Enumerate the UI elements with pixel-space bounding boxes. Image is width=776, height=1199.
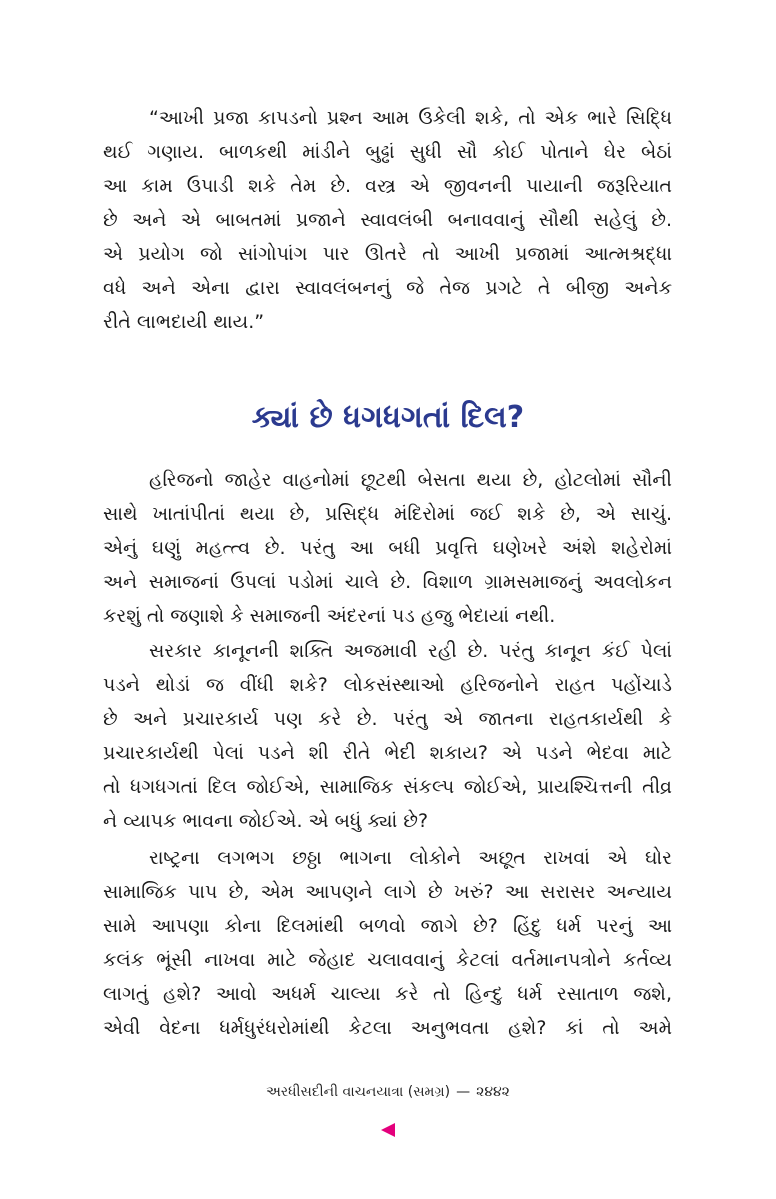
text-line: કલંક ભૂંસી નાખવા માટે જેહાદ ચલાવવાનું કેટલાં વર્તમાનપત્રોને કર્તવ્ય [103,949,672,971]
body-paragraph-1 [103,463,672,633]
text-line: પ્રચારકાર્યથી પેલાં પડને શી રીતે ભેદી શકાય? એ પડને ભેદવા માટે [103,742,672,764]
text-line: રાષ્ટ્રના લગભગ છઠ્ઠા ભાગના લોકોને અછૂત રાખવાં એ ઘોર [149,847,672,869]
text-line: રીતે લાભદાયી થાય.” [103,311,265,333]
text-line: હરિજનો જાહેર વાહનોમાં છૂટથી બેસતા થયા છે, હોટલોમાં સૌની [149,469,672,491]
text-line: પડને થોડાં જ વીંધી શકે? લોકસંસ્થાઓ હરિજનોને રાહત પહોંચાડે [103,674,672,696]
text-line: અને સમાજનાં ઉપલાં પડોમાં ચાલે છે. વિશાળ ગ્રામસમાજનું અવલોકન [103,571,672,593]
page-number: ૨૪૪૨ [476,1084,510,1100]
text-line: થઈ ગણાય. બાળકથી માંડીને બુઢ્ઢાં સુધી સૌ કોઈ પોતાને ઘેર બેઠાં [103,141,672,163]
quote-paragraph [103,101,672,339]
text-line: એવી વેદના ધર્મધુરંધરોમાંથી કેટલા અનુભવતા હશે? કાં તો અમે [103,1017,672,1039]
body-paragraph-3 [103,841,672,1045]
text-line: કરશું તો જણાશે કે સમાજની અંદરનાં પડ હજુ ભેદાયાં નથી. [103,605,556,627]
text-line: “આખી પ્રજા કાપડનો પ્રશ્ન આમ ઉકેલી શકે, તો એક ભારે સિદ્ધિ [149,107,672,129]
text-line: તો ધગધગતાં દિલ જોઈએ, સામાજિક સંકલ્પ જોઈએ, પ્રાયશ્ચિત્તની તીવ્ર [103,776,672,798]
text-line: છે અને પ્રચારકાર્ય પણ કરે છે. પરંતુ એ જાતના રાહતકાર્યથી કે [103,708,672,730]
text-line: એનું ઘણું મહત્ત્વ છે. પરંતુ આ બધી પ્રવૃત્તિ ઘણેખરે અંશે શહેરોમાં [103,537,672,559]
text-line: વધે અને એના દ્વારા સ્વાવલંબનનું જે તેજ પ્રગટે તે બીજી અનેક [103,277,672,299]
previous-page-icon[interactable] [381,1123,395,1137]
text-line: છે અને એ બાબતમાં પ્રજાને સ્વાવલંબી બનાવવાનું સૌથી સહેલું છે. [103,209,672,231]
text-line: સરકાર કાનૂનની શક્તિ અજમાવી રહી છે. પરંતુ કાનૂન કંઈ પેલાં [149,640,672,662]
text-line: આ કામ ઉપાડી શકે તેમ છે. વસ્ત્ર એ જીવનની પાયાની જરૂરિયાત [103,175,672,197]
body-paragraph-2 [103,634,672,838]
text-line: સામે આપણા કોના દિલમાંથી બળવો જાગે છે? હિંદુ ધર્મ પરનું આ [103,915,672,937]
text-line: ને વ્યાપક ભાવના જોઈએ. એ બધું ક્યાં છે? [103,810,429,832]
section-heading: ક્યાં છે ધગધગતાં દિલ? [251,400,525,435]
text-line: સાથે ખાતાંપીતાં થયા છે, પ્રસિદ્ધ મંદિરોમાં જઈ શકે છે, એ સાચું. [103,503,672,525]
text-line: લાગતું હશે? આવો અધર્મ ચાલ્યા કરે તો હિન્દુ ધર્મ રસાતાળ જશે, [103,983,672,1005]
footer-separator: — [456,1084,471,1100]
text-line: એ પ્રયોગ જો સાંગોપાંગ પાર ઊતરે તો આખી પ્રજામાં આત્મશ્રદ્ધા [103,243,672,265]
text-line: સામાજિક પાપ છે, એમ આપણને લાગે છે ખરું? આ સરાસર અન્યાય [103,881,672,903]
page-footer [0,1080,776,1104]
book-title: અરધીસદીની વાચનયાત્રા (સમગ્ર) [266,1084,451,1100]
